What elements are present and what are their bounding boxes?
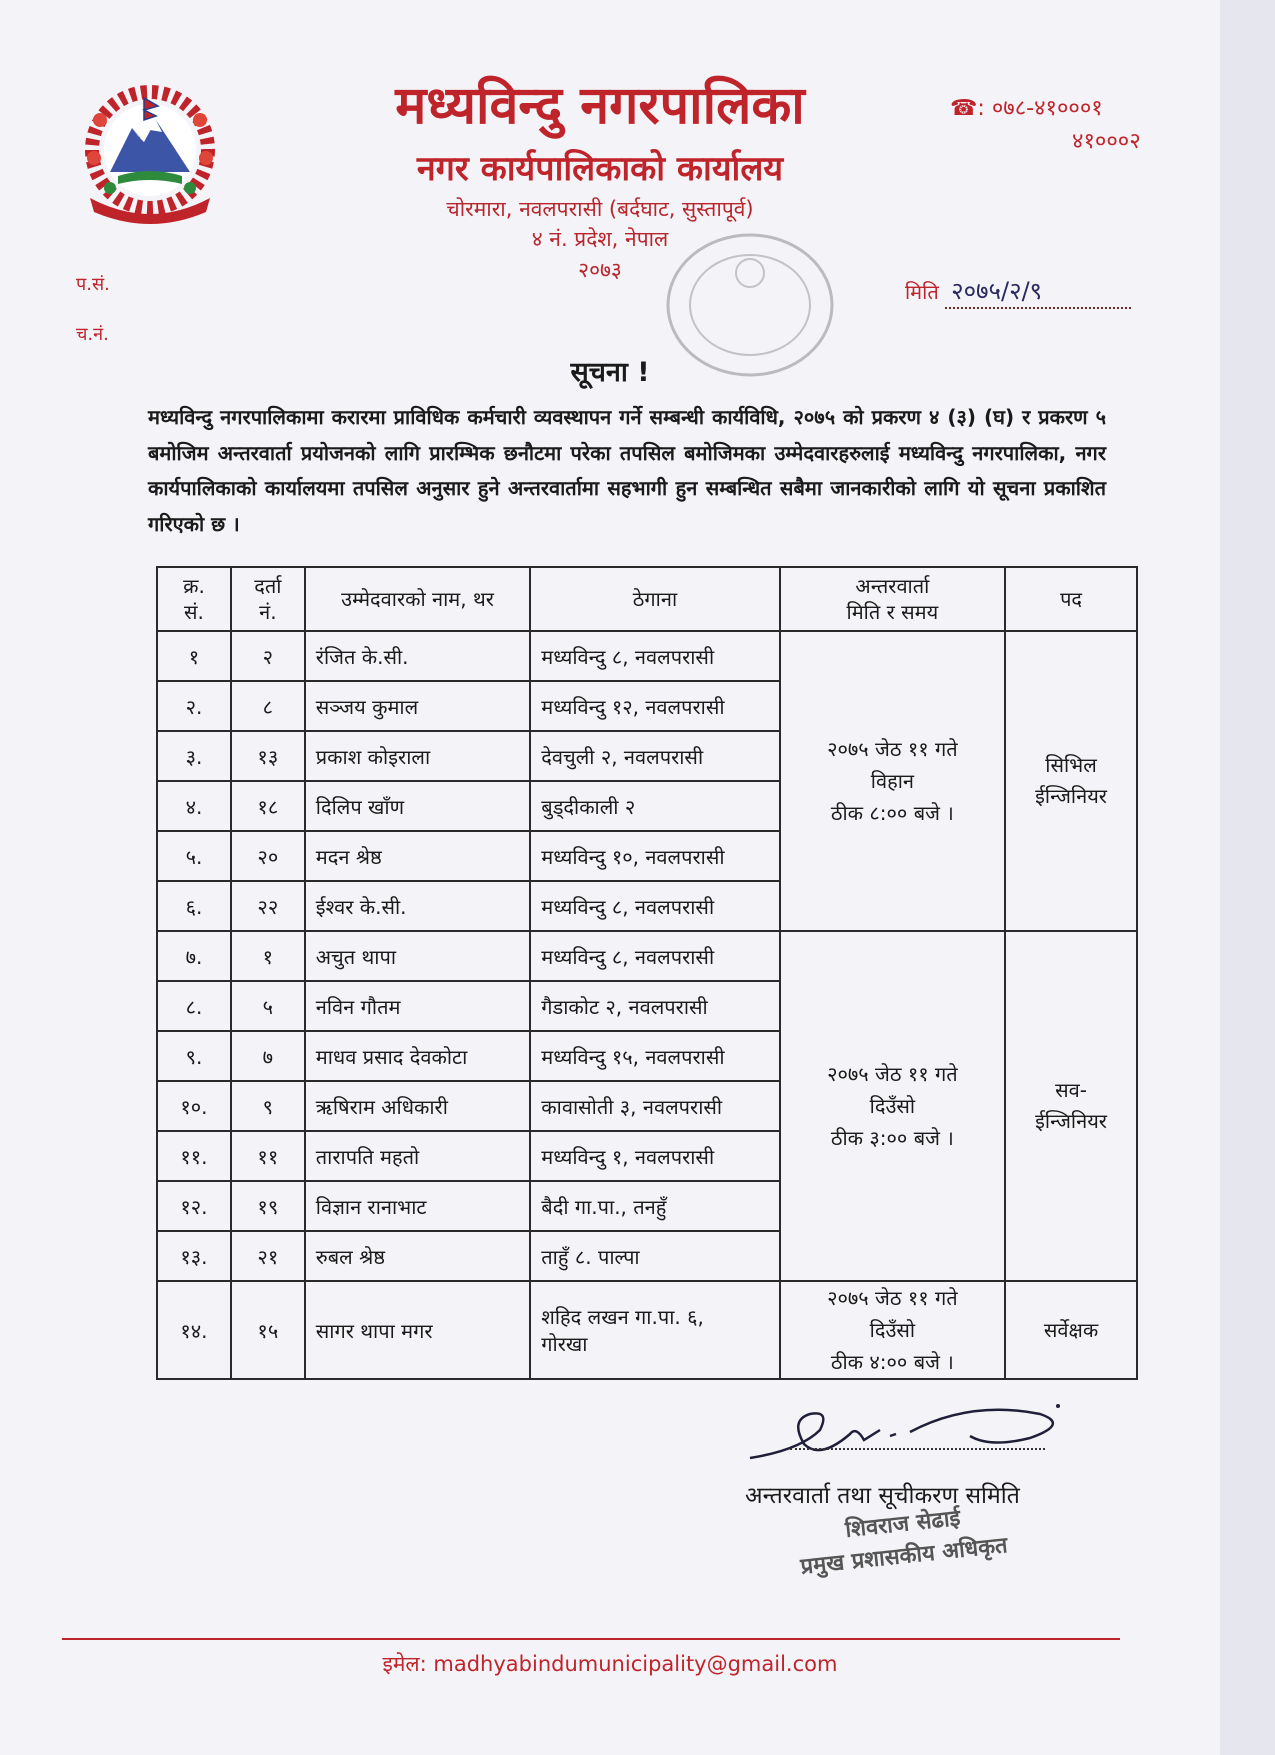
signatory-name-stamp: शिवराज सेढाई — [844, 1506, 962, 1543]
footer-contact — [0, 1650, 1220, 1678]
phone-number-1: ०७८-४१०००१ — [991, 96, 1103, 121]
cell-sn: ८. — [157, 981, 231, 1031]
interview-schedule-table — [156, 566, 1138, 1380]
cell-sn: ५. — [157, 831, 231, 881]
notice-body: मध्यविन्दु नगरपालिकामा करारमा प्राविधिक कर्मचारी व्यवस्थापन गर्ने सम्बन्धी कार्यविधि, २०७५ को प्रकरण ४ (३) (घ) र प्रकरण ५ बमोजिम अन्तरवार्ता प्रयोजनको लागि प्रारम्भिक छनौटमा परेका तपसिल बमोजिमका उम्मेदवारहरुलाई मध्यविन्दु नगरपालिका, नगर कार्यपालिकाको कार्यालयमा तपसिल अनुसार हुने अन्तरवार्तामा सहभागी हुन सम्बन्धित सबैमा जानकारीको लागि यो सूचना प्रकाशित गरिएको छ । — [148, 405, 1106, 536]
address-line-2: ४ नं. प्रदेश, नेपाल — [531, 227, 669, 252]
cell-sn: ४. — [157, 781, 231, 831]
cell-name: तारापति महतो — [305, 1131, 531, 1181]
address-line-1: चोरमारा, नवलपरासी (बर्दघाट, सुस्तापूर्व) — [446, 197, 754, 221]
cell-reg: ८ — [231, 681, 305, 731]
cell-sn: ६. — [157, 881, 231, 931]
cell-sn: १३. — [157, 1231, 231, 1281]
cell-name: मदन श्रेष्ठ — [305, 831, 531, 881]
cell-post-2: सव- ईन्जिनियर — [1005, 931, 1137, 1281]
cell-name: दिलिप खाँण — [305, 781, 531, 831]
cell-sn: ३. — [157, 731, 231, 781]
cell-reg: १५ — [231, 1281, 305, 1379]
cell-name: रंजित के.सी. — [305, 631, 531, 681]
cell-name: प्रकाश कोइराला — [305, 731, 531, 781]
signature-line — [790, 1448, 1045, 1450]
cell-address: शहिद लखन गा.पा. ६, गोरखा — [530, 1281, 779, 1379]
cell-post-3: सर्वेक्षक — [1005, 1281, 1137, 1379]
cell-name: सञ्जय कुमाल — [305, 681, 531, 731]
table-row — [157, 931, 1137, 981]
cell-reg: १८ — [231, 781, 305, 831]
cell-reg: ७ — [231, 1031, 305, 1081]
table-row — [157, 1281, 1137, 1379]
cell-address: बुड्दीकाली २ — [530, 781, 779, 831]
cell-reg: २० — [231, 831, 305, 881]
nepal-emblem-logo — [70, 80, 230, 230]
cell-address: मध्यविन्दु १२, नवलपरासी — [530, 681, 779, 731]
phone-number-2: ४१०००२ — [1072, 129, 1141, 154]
cell-interview-slot-3: २०७५ जेठ ११ गते दिउँसो ठीक ४:०० बजे । — [780, 1281, 1005, 1379]
phone-block — [950, 92, 1150, 158]
signatory-designation-stamp: प्रमुख प्रशासकीय अधिकृत — [799, 1533, 1009, 1580]
col-header-name: उम्मेदवारको नाम, थर — [305, 567, 531, 631]
cell-reg: ११ — [231, 1131, 305, 1181]
col-header-address: ठेगाना — [530, 567, 779, 631]
cell-sn: २. — [157, 681, 231, 731]
established-year: २०७३ — [578, 257, 622, 282]
cell-sn: ११. — [157, 1131, 231, 1181]
cell-name: विज्ञान रानाभाट — [305, 1181, 531, 1231]
cell-name: सागर थापा मगर — [305, 1281, 531, 1379]
cell-address: मध्यविन्दु १, नवलपरासी — [530, 1131, 779, 1181]
cell-sn: ७. — [157, 931, 231, 981]
cell-address: मध्यविन्दु १५, नवलपरासी — [530, 1031, 779, 1081]
cell-name: ऋषिराम अधिकारी — [305, 1081, 531, 1131]
email-label: इमेल: — [382, 1652, 427, 1676]
col-header-post: पद — [1005, 567, 1137, 631]
date-field — [905, 274, 1131, 309]
office-address — [240, 194, 960, 285]
cell-name: अचुत थापा — [305, 931, 531, 981]
col-header-reg-no: दर्ता नं. — [231, 567, 305, 631]
cell-name: रुबल श्रेष्ठ — [305, 1231, 531, 1281]
footer-rule — [62, 1638, 1120, 1640]
cell-interview-slot-2: २०७५ जेठ ११ गते दिउँसो ठीक ३:०० बजे । — [780, 931, 1005, 1281]
notice-title: सूचना ! — [570, 357, 650, 388]
cn-label: च.नं. — [76, 324, 109, 345]
cell-reg: ५ — [231, 981, 305, 1031]
office-name: नगर कार्यपालिकाको कार्यालय — [416, 149, 784, 189]
table-row — [157, 631, 1137, 681]
cell-reg: १९ — [231, 1181, 305, 1231]
col-header-sn: क्र. सं. — [157, 567, 231, 631]
handwritten-signature — [740, 1390, 1100, 1470]
scan-margin — [1220, 0, 1275, 1755]
table-header-row — [157, 567, 1137, 631]
cell-reg: ९ — [231, 1081, 305, 1131]
cell-reg: १ — [231, 931, 305, 981]
cell-reg: २२ — [231, 881, 305, 931]
cell-sn: १२. — [157, 1181, 231, 1231]
ps-label: प.सं. — [76, 274, 110, 295]
cell-address: मध्यविन्दु ८, नवलपरासी — [530, 931, 779, 981]
cell-reg: २१ — [231, 1231, 305, 1281]
date-label: मिति — [905, 280, 939, 304]
date-value: २०७५/२/९ — [945, 274, 1131, 309]
cell-address: ताहुँ ८. पाल्पा — [530, 1231, 779, 1281]
cell-name: नविन गौतम — [305, 981, 531, 1031]
cell-sn: १ — [157, 631, 231, 681]
cell-name: माधव प्रसाद देवकोटा — [305, 1031, 531, 1081]
cell-post-1: सिभिल ईन्जिनियर — [1005, 631, 1137, 931]
cell-sn: ९. — [157, 1031, 231, 1081]
phone-icon: ☎: — [950, 96, 992, 121]
cell-address: मध्यविन्दु १०, नवलपरासी — [530, 831, 779, 881]
cell-address: मध्यविन्दु ८, नवलपरासी — [530, 631, 779, 681]
cell-sn: १०. — [157, 1081, 231, 1131]
cell-reg: २ — [231, 631, 305, 681]
cell-address: मध्यविन्दु ८, नवलपरासी — [530, 881, 779, 931]
signatory-committee: अन्तरवार्ता तथा सूचीकरण समिति — [745, 1483, 1020, 1509]
cell-sn: १४. — [157, 1281, 231, 1379]
cell-interview-slot-1: २०७५ जेठ ११ गते विहान ठीक ८:०० बजे । — [780, 631, 1005, 931]
cell-address: गैडाकोट २, नवलपरासी — [530, 981, 779, 1031]
cell-name: ईश्वर के.सी. — [305, 881, 531, 931]
cell-address: कावासोती ३, नवलपरासी — [530, 1081, 779, 1131]
email-address: madhyabindumunicipality@gmail.com — [433, 1652, 838, 1676]
cell-address: बैदी गा.पा., तनहुँ — [530, 1181, 779, 1231]
col-header-interview: अन्तरवार्ता मिति र समय — [780, 567, 1005, 631]
municipality-name: मध्यविन्दु नगरपालिका — [395, 76, 805, 136]
cell-address: देवचुली २, नवलपरासी — [530, 731, 779, 781]
cell-reg: १३ — [231, 731, 305, 781]
